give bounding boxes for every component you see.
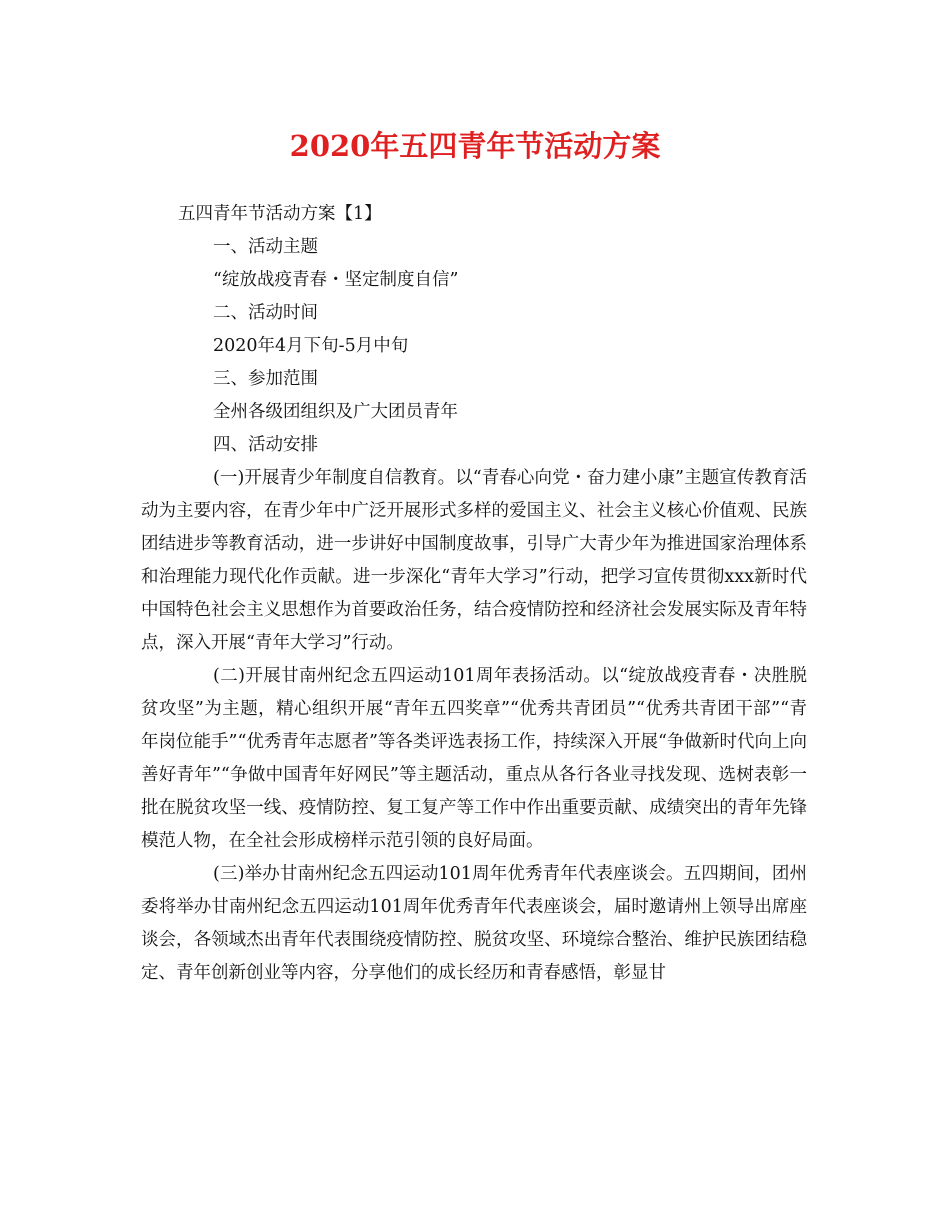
paragraph-education: (一)开展青少年制度自信教育。以“青春心向党・奋力建小康”主题宣传教育活动为主要内容，在青少年中广泛开展形式多样的爱国主义、社会主义核心价值观、民族团结进步等教育活动，进一步讲好中国制度故事，引导广大青少年为推进国家治理体系和治理能力现代化作贡献。进一步深化“青年大学习”行动，把学习宣传贯彻xxx新时代中国特色社会主义思想作为首要政治任务，结合疫情防控和经济社会发展实际及青年特点，深入开展“青年大学习”行动。 xyxy=(141,468,807,653)
document-title: 2020年五四青年节活动方案 xyxy=(289,129,661,163)
time-value: 2020年4月下旬-5月中旬 xyxy=(213,336,409,356)
arrangement-heading: 四、活动安排 xyxy=(213,435,318,455)
paragraph-commendation: (二)开展甘南州纪念五四运动101周年表扬活动。以“绽放战疫青春・决胜脱贫攻坚”为主题，精心组织开展“青年五四奖章”“优秀共青团员”“优秀共青团干部”“青年岗位能手”“优秀青年志愿者”等各类评选表扬工作，持续深入开展“争做新时代向上向善好青年”“争做中国青年好网民”等主题活动，重点从各行各业寻找发现、选树表彰一批在脱贫攻坚一线、疫情防控、复工复产等工作中作出重要贡献、成绩突出的青年先锋模范人物，在全社会形成榜样示范引领的良好局面。 xyxy=(141,666,807,851)
theme-value: “绽放战疫青春・坚定制度自信” xyxy=(213,270,459,290)
scope-value: 全州各级团组织及广大团员青年 xyxy=(213,402,458,422)
scope-heading: 三、参加范围 xyxy=(213,369,318,389)
section-heading: 五四青年节活动方案【1】 xyxy=(178,204,382,224)
time-heading: 二、活动时间 xyxy=(213,303,318,323)
theme-heading: 一、活动主题 xyxy=(213,237,318,257)
paragraph-symposium: (三)举办甘南州纪念五四运动101周年优秀青年代表座谈会。五四期间，团州委将举办甘南州纪念五四运动101周年优秀青年代表座谈会，届时邀请州上领导出席座谈会，各领域杰出青年代表围绕疫情防控、脱贫攻坚、环境综合整治、维护民族团结稳定、青年创新创业等内容，分享他们的成长经历和青春感悟，彰显甘 xyxy=(141,864,807,983)
document-body xyxy=(141,198,807,990)
